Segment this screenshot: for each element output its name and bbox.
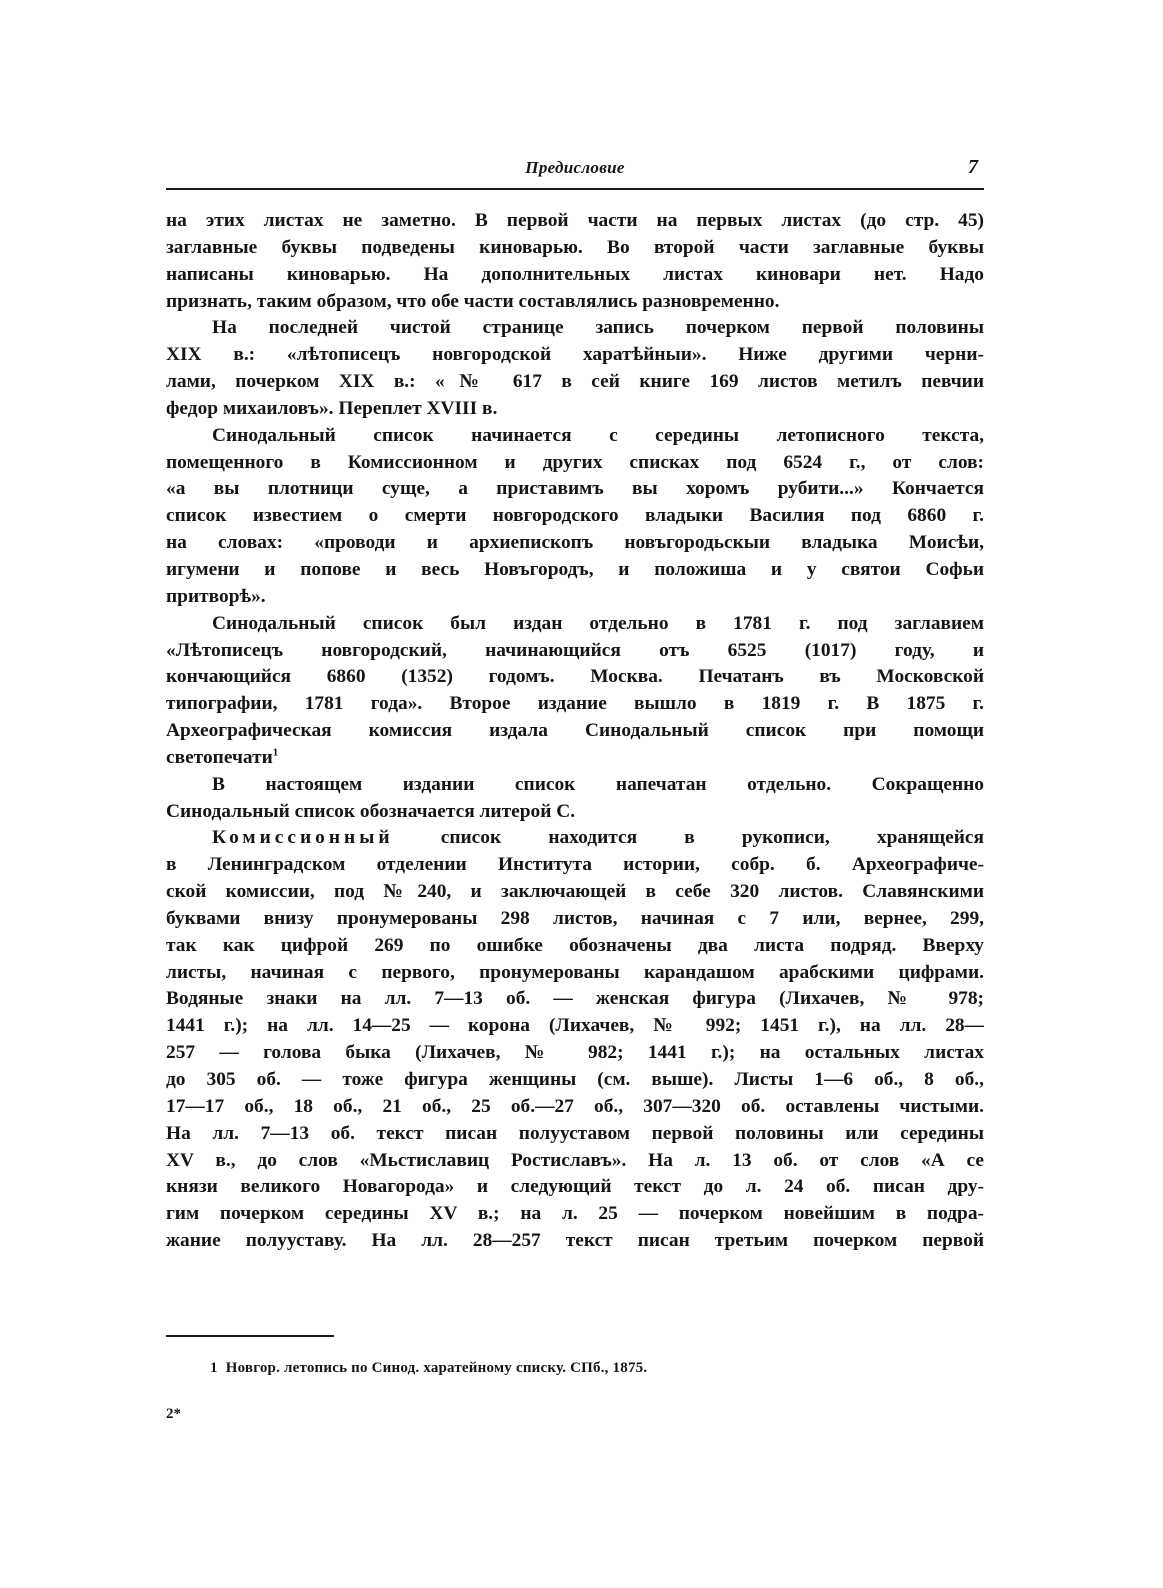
- line-text: помещенного в Комиссионном и других списках под 6524 г., от слов:: [166, 451, 984, 473]
- text-line: [166, 1228, 984, 1255]
- text-line: [166, 1013, 984, 1040]
- text-line: [166, 208, 984, 235]
- text-line: [166, 799, 984, 826]
- footnote-reference: 1: [272, 746, 279, 759]
- line-text: Синодальный список был издан отдельно в 1781 г. под заглавием: [212, 612, 984, 634]
- line-text: На лл. 7—13 об. текст писан полууставом первой половины или середины: [166, 1122, 984, 1144]
- line-text: список находится в рукописи, хранящейся: [393, 827, 984, 849]
- text-line: [166, 933, 984, 960]
- line-text: на этих листах не заметно. В первой части на первых листах (до стр. 45): [166, 210, 984, 231]
- text-line: [166, 1040, 984, 1067]
- text-line: [166, 906, 984, 933]
- line-text: список известием о смерти новгородского владыки Василия под 6860 г.: [166, 505, 984, 527]
- body-text: [166, 208, 984, 1255]
- line-text: признать, таким образом, что обе части составлялись разновременно.: [166, 290, 780, 312]
- line-text: Археографическая комиссия издала Синодальный список при помощи: [166, 720, 984, 742]
- spaced-word: Комиссионный: [212, 827, 394, 849]
- line-text: на словах: «проводи и архиепископъ новъгородьскыи владыка Моисѣи,: [166, 532, 984, 554]
- line-text: буквами внизу пронумерованы 298 листов, начиная с 7 или, вернее, 299,: [166, 907, 984, 929]
- text-line: [166, 1121, 984, 1148]
- text-line: [166, 342, 984, 369]
- text-line: [166, 960, 984, 987]
- line-text: жание полууставу. На лл. 28—257 текст писан третьим почерком первой: [166, 1230, 984, 1252]
- text-line: [166, 557, 984, 584]
- text-line: [166, 638, 984, 665]
- text-line: [166, 423, 984, 450]
- line-text: листы, начиная с первого, пронумерованы карандашом арабскими цифрами.: [166, 961, 984, 983]
- line-text: В настоящем издании список напечатан отдельно. Сокращенно: [212, 773, 984, 795]
- line-text: кончающийся 6860 (1352) годомъ. Москва. Печатанъ въ Московской: [166, 666, 984, 688]
- text-line: [166, 852, 984, 879]
- text-line: [166, 718, 984, 745]
- text-line: [166, 879, 984, 906]
- text-line: [166, 986, 984, 1013]
- line-text: князи великого Новагорода» и следующий текст до л. 24 об. писан дру-: [166, 1176, 984, 1198]
- line-text: Синодальный список начинается с середины летописного текста,: [212, 424, 984, 446]
- line-text: игумени и попове и весь Новъгородъ, и положиша и у святои Софьи: [166, 558, 984, 580]
- text-line: [166, 235, 984, 262]
- running-head: [166, 158, 984, 184]
- line-text: Синодальный список обозначается литерой С.: [166, 800, 576, 822]
- line-text: «а вы плотници суще, а приставимъ вы хоромъ рубити...» Кончается: [166, 478, 984, 500]
- text-line: [166, 1094, 984, 1121]
- line-text: 17—17 об., 18 об., 21 об., 25 об.—27 об., 307—320 об. оставлены чистыми.: [166, 1095, 984, 1117]
- text-line: [166, 315, 984, 342]
- line-text: до 305 об. — тоже фигура женщины (см. выше). Листы 1—6 об., 8 об.,: [166, 1069, 984, 1090]
- text-line: [166, 825, 984, 852]
- running-title: Предисловие: [525, 158, 625, 177]
- line-text: 1441 г.); на лл. 14—25 — корона (Лихачев, № 992; 1451 г.), на лл. 28—: [166, 1015, 984, 1037]
- header-rule: [166, 188, 984, 190]
- text-line: [166, 369, 984, 396]
- line-text: типографии, 1781 года». Второе издание вышло в 1819 г. В 1875 г.: [166, 693, 984, 715]
- text-line: [166, 1067, 984, 1094]
- page-number: 7: [968, 156, 978, 178]
- text-line: [166, 664, 984, 691]
- text-line: [166, 450, 984, 477]
- text-line: [166, 1174, 984, 1201]
- line-text: Водяные знаки на лл. 7—13 об. — женская фигура (Лихачев, № 978;: [166, 988, 984, 1010]
- text-line: [166, 262, 984, 289]
- text-line: [166, 289, 984, 316]
- line-text: гим почерком середины XV в.; на л. 25 — почерком новейшим в подра-: [166, 1203, 984, 1225]
- text-line: [166, 530, 984, 557]
- text-line: [166, 772, 984, 799]
- text-line: [166, 396, 984, 423]
- line-text: На последней чистой странице запись почерком первой половины: [212, 317, 984, 339]
- footnote-text: Новгор. летопись по Синод. харатейному списку. СПб., 1875.: [225, 1360, 648, 1376]
- line-text: светопечати: [166, 746, 273, 768]
- text-line: [166, 584, 984, 611]
- line-text: ской комиссии, под №240, и заключающей в себе 320 листов. Славянскими: [166, 881, 984, 903]
- line-text: заглавные буквы подведены киноварью. Во второй части заглавные буквы: [166, 236, 984, 258]
- text-line: [166, 476, 984, 503]
- text-line: [166, 503, 984, 530]
- text-line: [166, 611, 984, 638]
- line-text: лами, почерком XIX в.: «№ 617 в сей книге 169 листов метилъ певчии: [166, 371, 984, 393]
- line-text: так как цифрой 269 по ошибке обозначены два листа подряд. Вверху: [166, 934, 984, 956]
- footnote-rule: [166, 1335, 334, 1337]
- text-line: [166, 1148, 984, 1175]
- footnote: [210, 1360, 647, 1377]
- line-text: XIX в.: «лѣтописецъ новгородской харатѣйныи». Ниже другими черни-: [166, 344, 984, 366]
- line-text: федор михаиловъ». Переплет XVIII в.: [166, 397, 498, 419]
- signature-mark: 2*: [166, 1406, 181, 1422]
- line-text: написаны киноварью. На дополнительных листах киновари нет. Надо: [166, 263, 984, 285]
- line-text: XV в., до слов «Мьстиславиц Ростиславъ». На л. 13 об. от слов «А се: [166, 1149, 984, 1171]
- line-text: 257 — голова быка (Лихачев, № 982; 1441 г.); на остальных листах: [166, 1042, 984, 1064]
- line-text: в Ленинградском отделении Института истории, собр. б. Археографиче-: [166, 854, 984, 876]
- text-line: [166, 745, 984, 772]
- text-line: [166, 1201, 984, 1228]
- line-text: притворѣ».: [166, 585, 266, 607]
- text-line: [166, 691, 984, 718]
- line-text: «Лѣтописецъ новгородский, начинающийся отъ 6525 (1017) году, и: [166, 639, 984, 661]
- footnote-mark: 1: [210, 1360, 218, 1376]
